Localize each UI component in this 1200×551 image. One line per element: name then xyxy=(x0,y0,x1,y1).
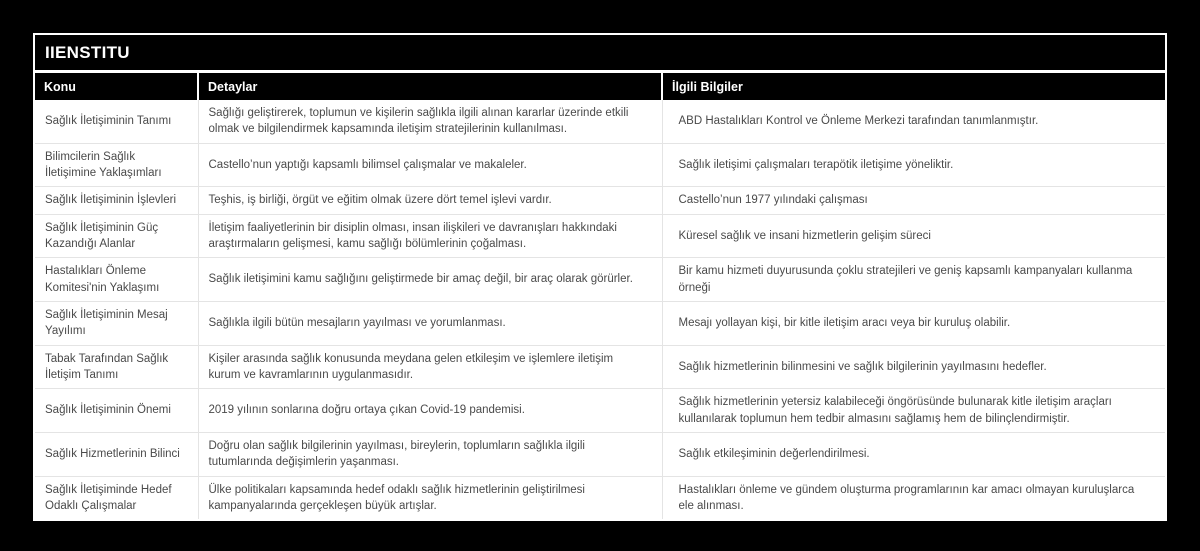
cell-ilgili-bilgiler: Sağlık hizmetlerinin bilinmesini ve sağlık bilgilerinin yayılmasını hedefler. xyxy=(662,345,1165,389)
cell-detaylar: Sağlığı geliştirerek, toplumun ve kişilerin sağlıkla ilgili alınan kararlar üzerinde etkili olmak ve bilgilendirmek kapsamında iletişim stratejilerinin kullanılması. xyxy=(198,100,662,143)
table-window xyxy=(33,33,1167,521)
cell-detaylar: İletişim faaliyetlerinin bir disiplin olması, insan ilişkileri ve davranışları hakkındaki araştırmaların gelişmesi, kamu sağlığı bölümlerinin çoğalması. xyxy=(198,214,662,258)
cell-detaylar: Doğru olan sağlık bilgilerinin yayılması, bireylerin, toplumların sağlıkla ilgili tutumlarında değişimlerin yaşanması. xyxy=(198,432,662,476)
cell-konu: Sağlık İletişiminin Mesaj Yayılımı xyxy=(35,301,198,345)
window-titlebar xyxy=(35,35,1165,73)
cell-ilgili-bilgiler: Bir kamu hizmeti duyurusunda çoklu stratejileri ve geniş kapsamlı kampanyaları kullanma örneği xyxy=(662,258,1165,302)
column-header-detaylar: Detaylar xyxy=(198,73,662,100)
column-header-ilgili-bilgiler: İlgili Bilgiler xyxy=(662,73,1165,100)
column-header-konu: Konu xyxy=(35,73,198,100)
cell-detaylar: 2019 yılının sonlarına doğru ortaya çıkan Covid-19 pandemisi. xyxy=(198,389,662,433)
health-communication-table xyxy=(35,73,1165,519)
cell-detaylar: Ülke politikaları kapsamında hedef odaklı sağlık hizmetlerinin geliştirilmesi kampanyalarında gerçekleşen büyük artışlar. xyxy=(198,476,662,519)
table-row xyxy=(35,432,1165,476)
cell-konu: Sağlık İletişiminin İşlevleri xyxy=(35,187,198,214)
table-row xyxy=(35,345,1165,389)
cell-detaylar: Teşhis, iş birliği, örgüt ve eğitim olmak üzere dört temel işlevi vardır. xyxy=(198,187,662,214)
table-row xyxy=(35,100,1165,143)
table-header xyxy=(35,73,1165,100)
cell-ilgili-bilgiler: Sağlık hizmetlerinin yetersiz kalabileceği öngörüsünde bulunarak kitle iletişim araçları kullanılarak toplumun hem tedbir almasını sağlamış hem de bilinçlendirmiştir. xyxy=(662,389,1165,433)
table-row xyxy=(35,301,1165,345)
table-row xyxy=(35,476,1165,519)
cell-konu: Bilimcilerin Sağlık İletişimine Yaklaşımları xyxy=(35,143,198,187)
cell-detaylar: Kişiler arasında sağlık konusunda meydana gelen etkileşim ve işlemlere iletişim kurum ve kavramlarının uygulanmasıdır. xyxy=(198,345,662,389)
table-row xyxy=(35,143,1165,187)
cell-detaylar: Sağlık iletişimini kamu sağlığını geliştirmede bir amaç değil, bir araç olarak görürler. xyxy=(198,258,662,302)
table-body xyxy=(35,100,1165,519)
cell-konu: Sağlık İletişiminin Güç Kazandığı Alanlar xyxy=(35,214,198,258)
table-row xyxy=(35,214,1165,258)
cell-konu: Tabak Tarafından Sağlık İletişim Tanımı xyxy=(35,345,198,389)
table-row xyxy=(35,258,1165,302)
table-row xyxy=(35,187,1165,214)
cell-konu: Sağlık Hizmetlerinin Bilinci xyxy=(35,432,198,476)
cell-konu: Sağlık İletişiminin Tanımı xyxy=(35,100,198,143)
cell-ilgili-bilgiler: Castello’nun 1977 yılındaki çalışması xyxy=(662,187,1165,214)
cell-detaylar: Castello’nun yaptığı kapsamlı bilimsel çalışmalar ve makaleler. xyxy=(198,143,662,187)
cell-ilgili-bilgiler: ABD Hastalıkları Kontrol ve Önleme Merkezi tarafından tanımlanmıştır. xyxy=(662,100,1165,143)
cell-konu: Sağlık İletişiminin Önemi xyxy=(35,389,198,433)
cell-ilgili-bilgiler: Mesajı yollayan kişi, bir kitle iletişim aracı veya bir kuruluş olabilir. xyxy=(662,301,1165,345)
table-row xyxy=(35,389,1165,433)
cell-ilgili-bilgiler: Sağlık iletişimi çalışmaları terapötik iletişime yöneliktir. xyxy=(662,143,1165,187)
cell-konu: Hastalıkları Önleme Komitesi'nin Yaklaşımı xyxy=(35,258,198,302)
page-title: IIENSTITU xyxy=(45,43,130,62)
header-row xyxy=(35,73,1165,100)
cell-ilgili-bilgiler: Hastalıkları önleme ve gündem oluşturma programlarının kar amacı olmayan kuruluşlarca ele alınması. xyxy=(662,476,1165,519)
cell-ilgili-bilgiler: Küresel sağlık ve insani hizmetlerin gelişim süreci xyxy=(662,214,1165,258)
cell-detaylar: Sağlıkla ilgili bütün mesajların yayılması ve yorumlanması. xyxy=(198,301,662,345)
cell-ilgili-bilgiler: Sağlık etkileşiminin değerlendirilmesi. xyxy=(662,432,1165,476)
cell-konu: Sağlık İletişiminde Hedef Odaklı Çalışmalar xyxy=(35,476,198,519)
